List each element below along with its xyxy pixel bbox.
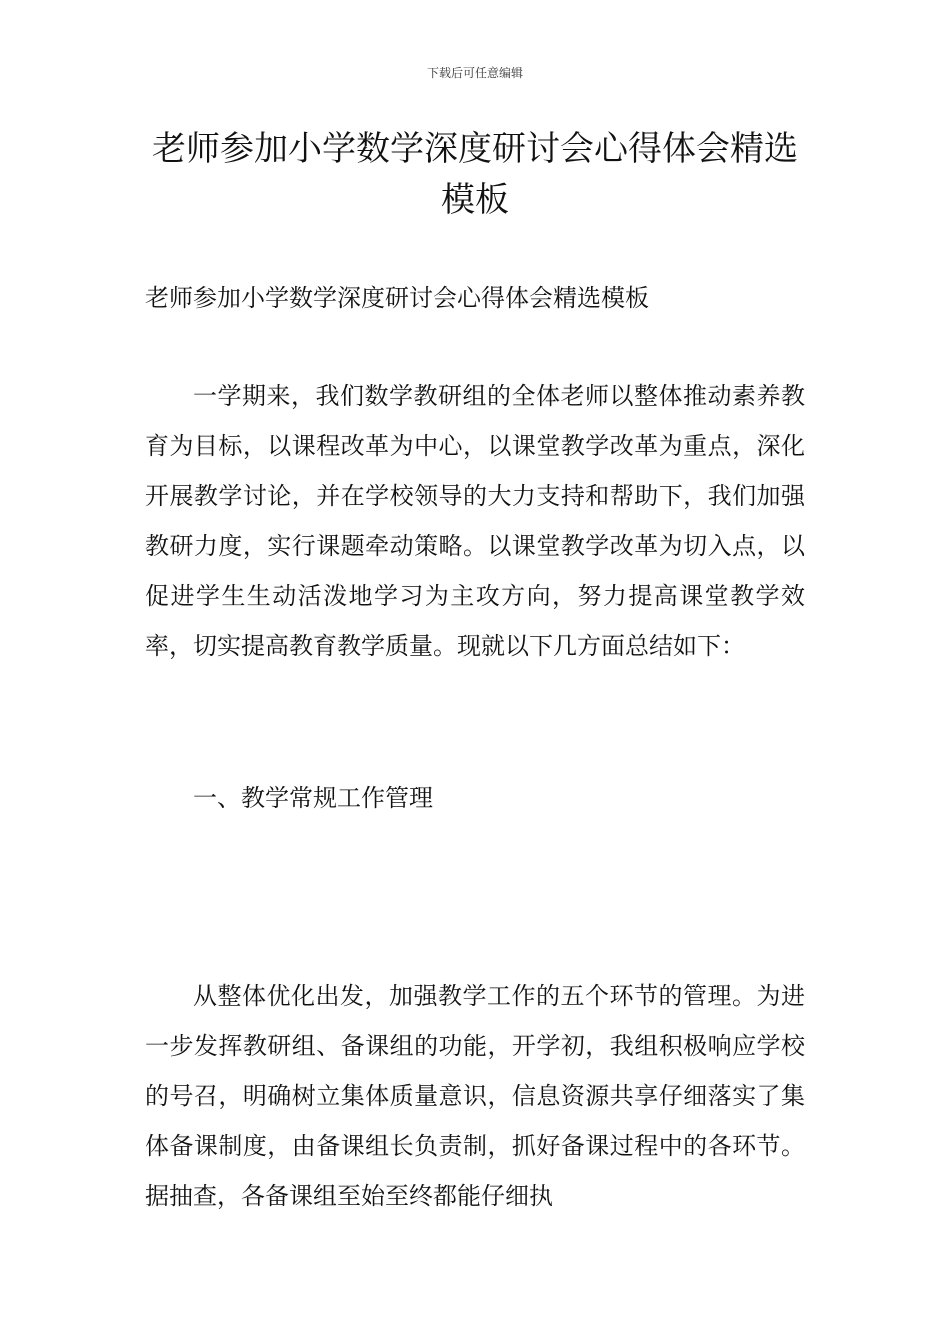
document-title: 老师参加小学数学深度研讨会心得体会精选模板 (152, 129, 798, 220)
header-note: 下载后可任意编辑 (426, 66, 523, 80)
body-paragraph: 从整体优化出发，加强教学工作的五个环节的管理。为进一步发挥教研组、备课组的功能，开学初，我组积极响应学校的号召，明确树立集体质量意识，信息资源共享仔细落实了集体备课制度，由备课组长负责制，抓好备课过程中的各环节。据抽查，各备课组至始至终都能仔细执 (145, 982, 805, 1210)
section-heading: 一、教学常规工作管理 (193, 784, 433, 812)
document-subtitle: 老师参加小学数学深度研讨会心得体会精选模板 (145, 284, 649, 312)
intro-paragraph: 一学期来，我们数学教研组的全体老师以整体推动素养教育为目标，以课程改革为中心，以课堂教学改革为重点，深化开展教学讨论，并在学校领导的大力支持和帮助下，我们加强教研力度，实行课题牵动策略。以课堂教学改革为切入点，以促进学生生动活泼地学习为主攻方向，努力提高课堂教学效率，切实提高教育教学质量。现就以下几方面总结如下： (145, 382, 805, 660)
